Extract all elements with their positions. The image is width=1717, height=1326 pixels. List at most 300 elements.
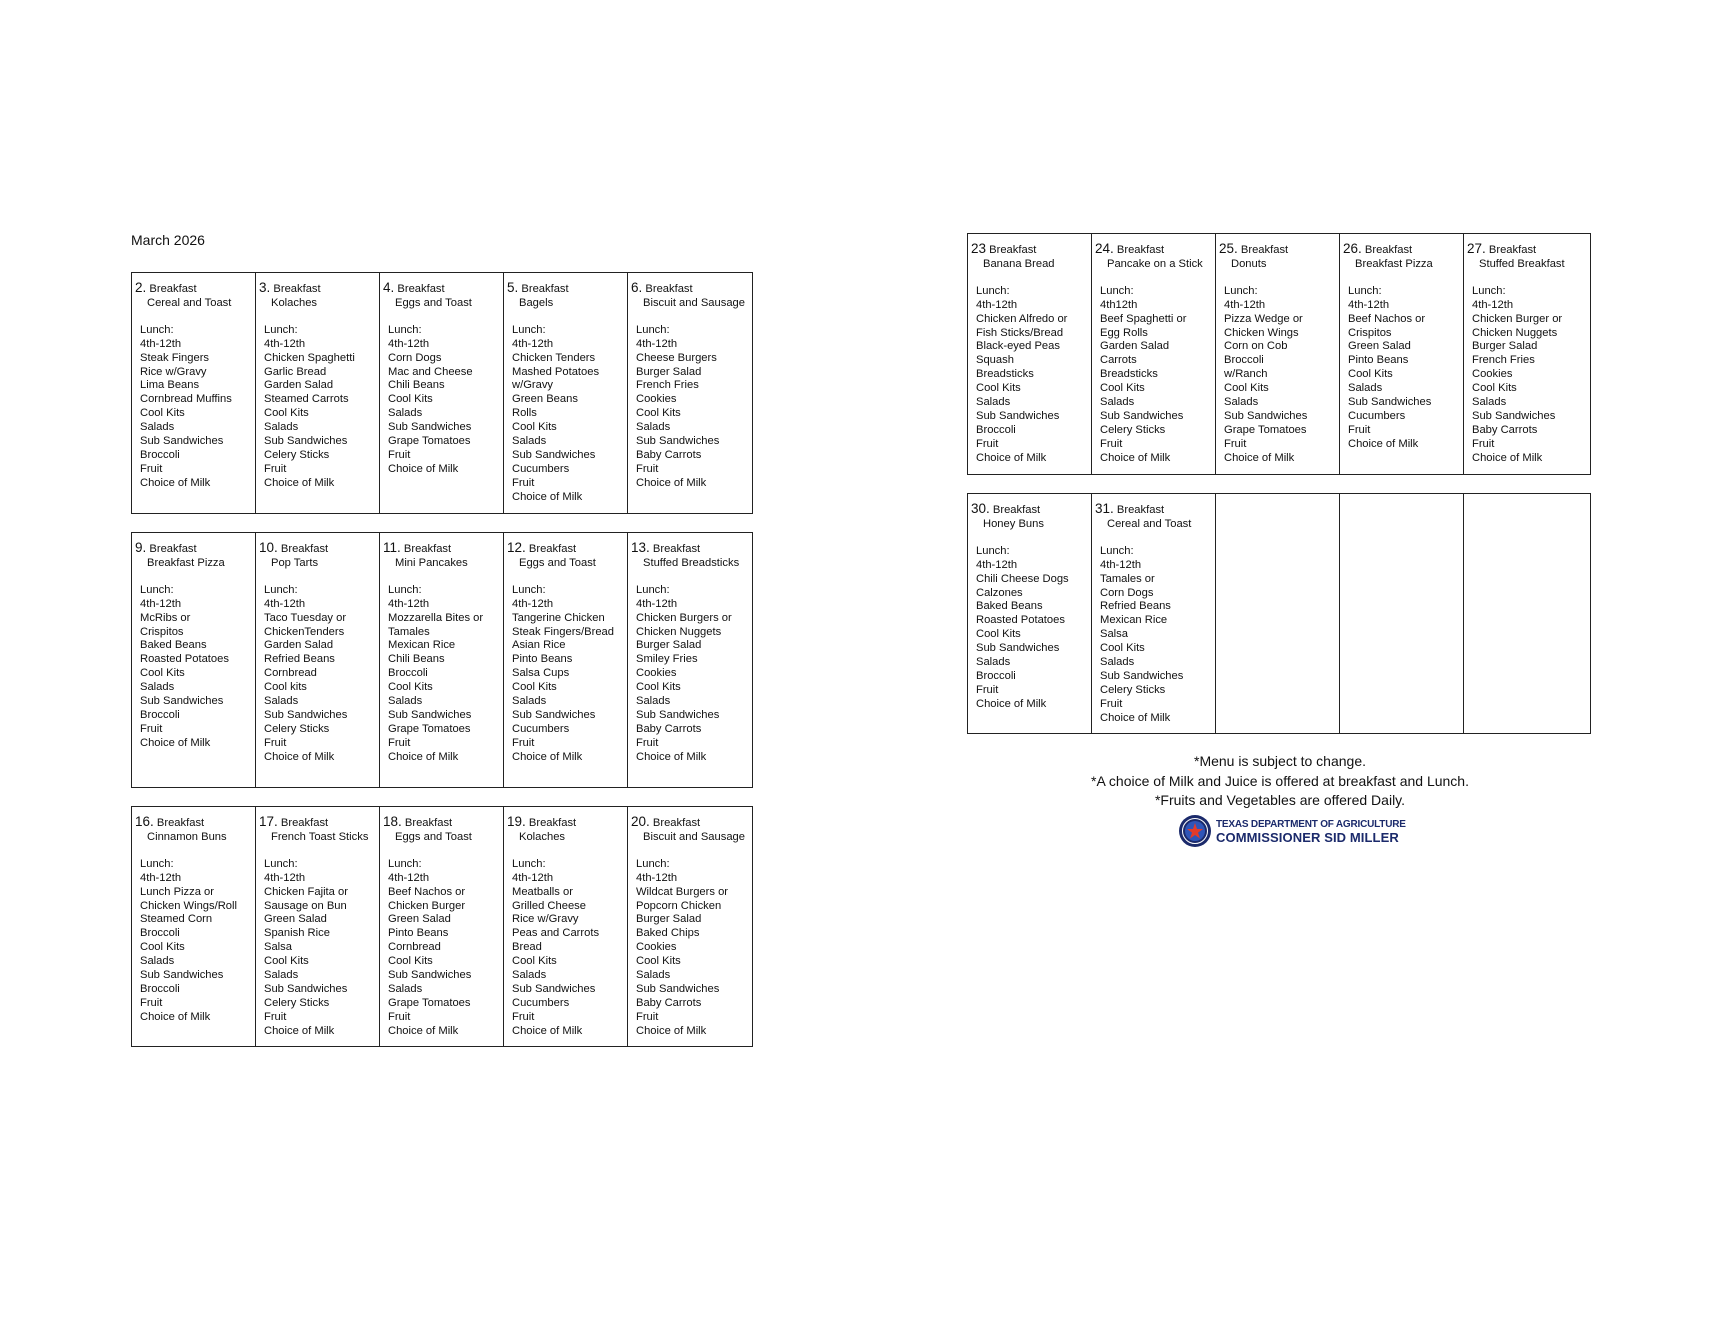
menu-item: Cucumbers — [1348, 409, 1406, 422]
menu-item: Cool Kits — [140, 407, 185, 420]
menu-item: 4th-12th — [388, 871, 430, 884]
menu-item: Fruit — [388, 736, 411, 749]
menu-item: Mozzarella Bites or — [388, 611, 484, 624]
menu-item: Choice of Milk — [976, 697, 1047, 710]
menu-item: Salads — [140, 955, 175, 968]
breakfast-label: Breakfast — [156, 817, 205, 829]
menu-item: 4th-12th — [512, 337, 554, 350]
menu-item: Broccoli — [976, 423, 1016, 436]
breakfast-label: Breakfast — [1240, 244, 1289, 256]
day-header — [135, 281, 253, 297]
menu-item: Grape Tomatoes — [388, 435, 471, 448]
logo-line-1: TEXAS DEPARTMENT OF AGRICULTURE — [1216, 819, 1406, 830]
menu-item: Cookies — [636, 393, 677, 406]
menu-item: Baby Carrots — [636, 448, 702, 461]
menu-item: Fruit — [636, 736, 659, 749]
lunch-label: Lunch: — [512, 323, 546, 336]
menu-item: Choice of Milk — [388, 750, 459, 763]
menu-item: Broccoli — [388, 667, 428, 680]
day-header — [259, 541, 377, 557]
menu-item: Green Salad — [388, 913, 451, 926]
menu-item: Choice of Milk — [140, 736, 211, 749]
menu-item: Cool Kits — [512, 681, 557, 694]
menu-item: Salsa — [264, 941, 292, 954]
menu-item: Steak Fingers — [140, 351, 210, 364]
day-number: 20. — [631, 814, 650, 829]
menu-item: 4th-12th — [636, 597, 678, 610]
day-number: 30. — [971, 501, 990, 516]
menu-item: Fish Sticks/Bread — [976, 326, 1064, 339]
menu-item: Rice w/Gravy — [140, 365, 207, 378]
menu-item: Sub Sandwiches — [388, 421, 472, 434]
menu-item: Choice of Milk — [1472, 451, 1543, 464]
menu-item: Chicken Wings — [1224, 326, 1299, 339]
breakfast-label: Breakfast — [1488, 244, 1537, 256]
menu-item: Grape Tomatoes — [388, 722, 471, 735]
breakfast-item: Stuffed Breadsticks — [643, 556, 740, 569]
menu-item: Fruit — [976, 437, 999, 450]
day-cell — [504, 807, 628, 1046]
menu-item: Crispitos — [140, 625, 184, 638]
day-header — [1219, 242, 1337, 258]
day-cell — [380, 807, 504, 1046]
menu-item: Salads — [264, 969, 299, 982]
lunch-label: Lunch: — [512, 583, 546, 596]
menu-item: Grape Tomatoes — [388, 996, 471, 1009]
menu-item: 4th-12th — [1100, 558, 1142, 571]
day-cell — [1092, 234, 1216, 474]
note-line: *Menu is subject to change. — [1194, 753, 1366, 769]
day-number: 2. — [135, 280, 147, 295]
menu-item: Baby Carrots — [636, 722, 702, 735]
breakfast-label: Breakfast — [645, 283, 693, 295]
menu-item: Tangerine Chicken — [512, 611, 605, 624]
menu-item: Fruit — [636, 1010, 659, 1023]
menu-item: Broccoli — [1224, 354, 1264, 367]
breakfast-item: Biscuit and Sausage — [643, 830, 745, 843]
menu-item: Salads — [1100, 396, 1135, 409]
menu-item: Fruit — [388, 448, 411, 461]
day-cell — [1216, 234, 1340, 474]
day-cell — [968, 494, 1092, 733]
lunch-label: Lunch: — [264, 323, 298, 336]
menu-item: Tamales or — [1100, 572, 1155, 585]
lunch-label: Lunch: — [636, 857, 670, 870]
breakfast-item: Cinnamon Buns — [147, 830, 227, 843]
breakfast-item: Breakfast Pizza — [1355, 257, 1433, 270]
menu-item: Cool Kits — [636, 955, 681, 968]
breakfast-label: Breakfast — [149, 543, 197, 555]
day-cell — [256, 273, 380, 513]
note-line: *A choice of Milk and Juice is offered at breakfast and Lunch. — [1091, 772, 1469, 789]
menu-item: Fruit — [512, 476, 535, 489]
menu-item: Meatballs or — [512, 885, 573, 898]
menu-item: Sub Sandwiches — [636, 708, 720, 721]
menu-item: Sub Sandwiches — [512, 982, 596, 995]
menu-item: Breadsticks — [1100, 368, 1158, 381]
menu-item: Cool Kits — [388, 955, 433, 968]
day-cell — [1092, 494, 1216, 733]
menu-item: Cool Kits — [636, 681, 681, 694]
menu-item: Sub Sandwiches — [1348, 396, 1432, 409]
menu-item: Broccoli — [140, 982, 180, 995]
menu-item: Choice of Milk — [636, 1024, 707, 1037]
menu-item: Cool Kits — [1472, 382, 1517, 395]
breakfast-item: Stuffed Breakfast — [1479, 257, 1565, 270]
day-number: 31. — [1095, 501, 1114, 516]
day-header — [1095, 502, 1213, 518]
day-cell — [628, 807, 752, 1046]
week-row — [131, 272, 753, 514]
lunch-label: Lunch: — [264, 857, 298, 870]
menu-item: Choice of Milk — [512, 750, 583, 763]
menu-item: Mashed Potatoes — [512, 365, 600, 378]
menu-item: Sub Sandwiches — [140, 695, 224, 708]
breakfast-item: Eggs and Toast — [395, 830, 472, 843]
menu-item: Cool kits — [264, 681, 307, 694]
menu-item: Taco Tuesday or — [264, 611, 347, 624]
menu-item: Sausage on Bun — [264, 899, 347, 912]
menu-item: Salads — [264, 421, 299, 434]
tda-logo — [1178, 814, 1406, 848]
menu-item: Chicken Spaghetti — [264, 351, 355, 364]
menu-item: 4th-12th — [512, 597, 554, 610]
day-number: 16. — [135, 814, 154, 829]
menu-item: Cookies — [1472, 368, 1513, 381]
menu-item: w/Gravy — [512, 379, 554, 392]
menu-item: Salads — [388, 982, 423, 995]
menu-item: Salsa Cups — [512, 667, 570, 680]
breakfast-label: Breakfast — [652, 543, 701, 555]
breakfast-item: Cereal and Toast — [1107, 517, 1192, 530]
menu-item: Celery Sticks — [264, 722, 330, 735]
menu-item: 4th-12th — [1472, 298, 1514, 311]
menu-item: Salads — [1100, 656, 1135, 669]
menu-item: Lima Beans — [140, 379, 200, 392]
menu-item: Salads — [636, 969, 671, 982]
day-number: 5. — [507, 280, 519, 295]
menu-item: Peas and Carrots — [512, 927, 600, 940]
menu-item: Chicken Nuggets — [1472, 326, 1558, 339]
menu-item: Fruit — [512, 1010, 535, 1023]
menu-item: Fruit — [140, 996, 163, 1009]
menu-item: Asian Rice — [512, 639, 566, 652]
lunch-label: Lunch: — [976, 544, 1010, 557]
menu-item: Crispitos — [1348, 326, 1392, 339]
lunch-label: Lunch: — [1472, 284, 1506, 297]
menu-item: Egg Rolls — [1100, 326, 1148, 339]
day-number: 19. — [507, 814, 526, 829]
menu-item: Choice of Milk — [636, 750, 707, 763]
menu-item: Cool Kits — [1100, 642, 1145, 655]
day-header — [259, 281, 377, 297]
menu-item: w/Ranch — [1224, 368, 1268, 381]
breakfast-label: Breakfast — [403, 543, 452, 555]
menu-item: Pinto Beans — [512, 653, 573, 666]
menu-item: Salads — [388, 695, 423, 708]
menu-item: Cool Kits — [388, 681, 433, 694]
menu-item: Cool Kits — [264, 955, 309, 968]
menu-item: Baked Beans — [140, 639, 207, 652]
day-number: 9. — [135, 540, 147, 555]
day-number: 4. — [383, 280, 395, 295]
day-header — [135, 541, 253, 557]
menu-item: Sub Sandwiches — [264, 708, 348, 721]
day-header — [1467, 242, 1586, 258]
menu-item: Roasted Potatoes — [976, 614, 1065, 627]
menu-item: Garlic Bread — [264, 365, 327, 378]
menu-item: Salads — [1224, 396, 1259, 409]
menu-item: Grape Tomatoes — [1224, 423, 1307, 436]
menu-item: Choice of Milk — [1348, 437, 1419, 450]
breakfast-label: Breakfast — [280, 817, 329, 829]
menu-item: Fruit — [140, 722, 163, 735]
menu-item: Fruit — [264, 736, 287, 749]
menu-item: Green Beans — [512, 393, 578, 406]
menu-item: Sub Sandwiches — [1472, 409, 1556, 422]
menu-item: Chicken Alfredo or — [976, 312, 1068, 325]
lunch-label: Lunch: — [140, 857, 174, 870]
menu-item: Choice of Milk — [264, 1024, 335, 1037]
day-number: 18. — [383, 814, 402, 829]
menu-item: Choice of Milk — [1224, 451, 1295, 464]
menu-item: Garden Salad — [264, 639, 334, 652]
breakfast-item: Pop Tarts — [271, 556, 319, 569]
menu-item: Baby Carrots — [1472, 423, 1538, 436]
menu-item: Fruit — [1348, 423, 1371, 436]
breakfast-label: Breakfast — [652, 817, 701, 829]
menu-item: Fruit — [388, 1010, 411, 1023]
menu-item: Choice of Milk — [264, 750, 335, 763]
menu-item: Chicken Fajita or — [264, 885, 348, 898]
breakfast-label: Breakfast — [273, 283, 321, 295]
day-cell — [132, 533, 256, 787]
breakfast-item: Honey Buns — [983, 517, 1044, 530]
menu-item: Mexican Rice — [1100, 614, 1168, 627]
lunch-label: Lunch: — [140, 583, 174, 596]
menu-item: Cucumbers — [512, 996, 570, 1009]
menu-item: Choice of Milk — [388, 462, 459, 475]
menu-item: Black-eyed Peas — [976, 340, 1060, 353]
menu-item: 4th-12th — [140, 597, 182, 610]
menu-item: Cucumbers — [512, 462, 570, 475]
menu-item: Cool Kits — [512, 421, 557, 434]
menu-item: Bread — [512, 941, 542, 954]
menu-item: Rice w/Gravy — [512, 913, 579, 926]
menu-item: Sub Sandwiches — [636, 982, 720, 995]
day-header — [631, 815, 750, 831]
day-number: 13. — [631, 540, 650, 555]
day-header — [507, 541, 625, 557]
menu-item: Choice of Milk — [512, 490, 583, 503]
menu-item: Choice of Milk — [636, 476, 707, 489]
menu-item: Burger Salad — [636, 365, 702, 378]
menu-item: Choice of Milk — [140, 476, 211, 489]
week-row — [967, 493, 1591, 734]
menu-item: Fruit — [140, 462, 163, 475]
breakfast-item: Pancake on a Stick — [1107, 257, 1203, 270]
menu-item: Chicken Burger or — [1472, 312, 1563, 325]
menu-item: French Fries — [1472, 354, 1535, 367]
breakfast-label: Breakfast — [528, 817, 577, 829]
menu-item: Fruit — [1100, 437, 1123, 450]
menu-item: Salads — [512, 435, 547, 448]
menu-item: Fruit — [264, 462, 287, 475]
menu-item: 4th-12th — [976, 298, 1018, 311]
menu-item: Cornbread — [388, 941, 441, 954]
menu-item: Salads — [512, 695, 547, 708]
menu-item: Salads — [140, 681, 175, 694]
breakfast-item: French Toast Sticks — [271, 830, 369, 843]
menu-item: Smiley Fries — [636, 653, 698, 666]
menu-item: Pinto Beans — [1348, 354, 1409, 367]
menu-item: Cheese Burgers — [636, 351, 717, 364]
menu-item: Garden Salad — [264, 379, 334, 392]
menu-item: Roasted Potatoes — [140, 653, 229, 666]
menu-item: Celery Sticks — [1100, 683, 1166, 696]
menu-item: Sub Sandwiches — [388, 708, 472, 721]
note-line: *Fruits and Vegetables are offered Daily. — [1154, 792, 1406, 808]
day-cell — [1340, 234, 1464, 474]
menu-item: Pinto Beans — [388, 927, 449, 940]
lunch-label: Lunch: — [1224, 284, 1258, 297]
menu-item: Cornbread Muffins — [140, 393, 232, 406]
menu-item: Choice of Milk — [976, 451, 1047, 464]
menu-item: Fruit — [1224, 437, 1247, 450]
lunch-label: Lunch: — [388, 583, 422, 596]
menu-item: Sub Sandwiches — [512, 708, 596, 721]
menu-item: Breadsticks — [976, 368, 1034, 381]
breakfast-label: Breakfast — [989, 244, 1037, 256]
menu-item: Choice of Milk — [140, 1010, 211, 1023]
menu-item: 4th-12th — [1348, 298, 1390, 311]
breakfast-label: Breakfast — [1116, 504, 1165, 516]
day-number: 3. — [259, 280, 271, 295]
menu-item: Sub Sandwiches — [140, 969, 224, 982]
breakfast-label: Breakfast — [404, 817, 453, 829]
menu-item: Salads — [1348, 382, 1383, 395]
day-header — [1343, 242, 1461, 258]
menu-item: Salads — [264, 695, 299, 708]
day-header — [1095, 242, 1213, 258]
menu-item: Sub Sandwiches — [264, 435, 348, 448]
lunch-label: Lunch: — [388, 323, 422, 336]
menu-item: Cool Kits — [264, 407, 309, 420]
menu-item: Fruit — [1472, 437, 1495, 450]
menu-item: 4th-12th — [140, 871, 182, 884]
breakfast-label: Breakfast — [149, 283, 197, 295]
breakfast-item: Mini Pancakes — [395, 556, 468, 569]
breakfast-item: Donuts — [1231, 257, 1267, 270]
breakfast-label: Breakfast — [397, 283, 445, 295]
menu-item: Cool Kits — [140, 941, 185, 954]
day-number: 27. — [1467, 241, 1486, 256]
menu-item: Chili Beans — [388, 379, 445, 392]
menu-item: Fruit — [636, 462, 659, 475]
menu-item: Chili Cheese Dogs — [976, 572, 1069, 585]
menu-item: Corn Dogs — [388, 351, 442, 364]
breakfast-item: Kolaches — [519, 830, 566, 843]
menu-item: Burger Salad — [636, 913, 702, 926]
day-header — [507, 815, 625, 831]
day-cell — [380, 533, 504, 787]
day-header — [135, 815, 253, 831]
breakfast-label: Breakfast — [1116, 244, 1165, 256]
day-cell — [1464, 234, 1588, 474]
menu-notes — [1010, 752, 1550, 811]
menu-item: 4th-12th — [264, 871, 306, 884]
menu-item: Choice of Milk — [1100, 711, 1171, 724]
menu-item: Fruit — [1100, 697, 1123, 710]
menu-item: Salads — [1472, 396, 1507, 409]
menu-item: Chicken Nuggets — [636, 625, 722, 638]
day-number: 10. — [259, 540, 278, 555]
menu-item: 4th-12th — [976, 558, 1018, 571]
menu-item: Baked Chips — [636, 927, 700, 940]
breakfast-item: Eggs and Toast — [519, 556, 596, 569]
menu-item: Salads — [512, 969, 547, 982]
menu-item: Lunch Pizza or — [140, 885, 215, 898]
day-cell — [504, 273, 628, 513]
menu-item: Cool Kits — [1348, 368, 1393, 381]
page-title: March 2026 — [131, 232, 205, 248]
menu-item: Beef Spaghetti or — [1100, 312, 1187, 325]
day-header — [383, 541, 501, 557]
menu-item: Sub Sandwiches — [1100, 409, 1184, 422]
day-header — [383, 815, 501, 831]
menu-item: Celery Sticks — [264, 448, 330, 461]
menu-item: Cool Kits — [976, 628, 1021, 641]
menu-item: Choice of Milk — [264, 476, 335, 489]
menu-item: Choice of Milk — [388, 1024, 459, 1037]
menu-item: Steamed Corn — [140, 913, 213, 926]
breakfast-item: Breakfast Pizza — [147, 556, 225, 569]
menu-item: Salads — [976, 396, 1011, 409]
menu-item: Beef Nachos or — [388, 885, 466, 898]
menu-item: Sub Sandwiches — [976, 642, 1060, 655]
menu-item: Choice of Milk — [1100, 451, 1171, 464]
menu-item: Cool Kits — [388, 393, 433, 406]
menu-item: Chicken Tenders — [512, 351, 596, 364]
menu-item: Carrots — [1100, 354, 1137, 367]
day-number: 25. — [1219, 241, 1238, 256]
breakfast-item: Cereal and Toast — [147, 296, 232, 309]
day-cell — [132, 273, 256, 513]
logo-line-2: COMMISSIONER SID MILLER — [1216, 830, 1399, 845]
breakfast-label: Breakfast — [992, 504, 1041, 516]
lunch-label: Lunch: — [1100, 284, 1134, 297]
menu-item: Pizza Wedge or — [1224, 312, 1303, 325]
day-header — [971, 502, 1089, 518]
breakfast-item: Banana Bread — [983, 257, 1055, 270]
day-header — [971, 242, 1089, 258]
day-cell — [256, 533, 380, 787]
day-cell — [628, 273, 752, 513]
breakfast-label: Breakfast — [521, 283, 569, 295]
menu-item: Sub Sandwiches — [512, 448, 596, 461]
menu-item: Cookies — [636, 941, 677, 954]
breakfast-label: Breakfast — [280, 543, 329, 555]
day-header — [631, 541, 750, 557]
menu-item: Celery Sticks — [264, 996, 330, 1009]
lunch-label: Lunch: — [636, 323, 670, 336]
breakfast-item: Biscuit and Sausage — [643, 296, 745, 309]
day-cell — [1464, 494, 1588, 733]
day-header — [259, 815, 377, 831]
lunch-label: Lunch: — [140, 323, 174, 336]
menu-item: Sub Sandwiches — [1100, 669, 1184, 682]
day-number: 26. — [1343, 241, 1362, 256]
